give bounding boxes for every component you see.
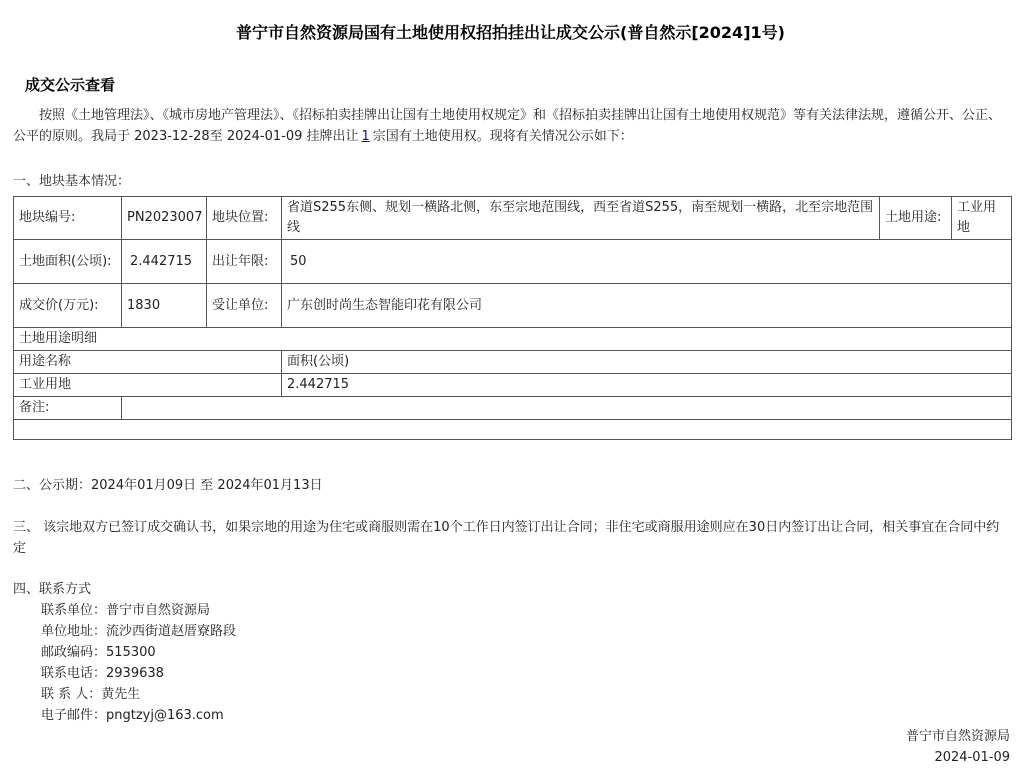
section2-text: 二、公示期：2024年01月09日 至 2024年01月13日 xyxy=(13,478,323,493)
contact-address: 单位地址：流沙西街道赵厝寮路段 xyxy=(41,624,237,639)
term-value: 50 xyxy=(282,240,1012,284)
section3-text: 三、 该宗地双方已签订成交确认书，如果宗地的用途为住宅或商服则需在10个工作日内签订出让合同；非住宅或商服用途则应在30日内签订出让合同，相关事宜在合同中约定 xyxy=(13,520,1000,556)
table-row xyxy=(14,284,1012,328)
footer-issuer: 普宁市自然资源局 xyxy=(905,729,1010,744)
transferee-label: 受让单位: xyxy=(207,284,282,328)
parcel-no-label: 地块编号: xyxy=(14,197,122,240)
detail-col-area: 面积(公顷) xyxy=(282,351,1012,374)
section1-heading: 一、地块基本情况： xyxy=(13,174,131,189)
location-value: 省道S255东侧、规划一横路北侧，东至宗地范围线，西至省道S255，南至规划一横路，北至宗地范围线 xyxy=(282,197,880,240)
use-value: 工业用地 xyxy=(952,197,1012,240)
price-label: 成交价(万元): xyxy=(14,284,122,328)
use-label: 土地用途: xyxy=(880,197,952,240)
intro-paragraph xyxy=(13,105,1008,147)
remarks-label: 备注: xyxy=(14,397,122,420)
page-title: 普宁市自然资源局国有土地使用权招拍挂出让成交公示(普自然示[2024]1号) xyxy=(236,23,785,42)
contact-person: 联 系 人：黄先生 xyxy=(41,687,141,702)
contact-unit: 联系单位：普宁市自然资源局 xyxy=(41,603,211,618)
table-row xyxy=(14,240,1012,284)
section-heading: 成交公示查看 xyxy=(25,76,116,94)
contact-phone: 联系电话：2939638 xyxy=(41,666,164,681)
table-row xyxy=(14,197,1012,240)
price-value: 1830 xyxy=(122,284,207,328)
parcel-count-link[interactable]: 1 xyxy=(361,129,370,144)
intro-prefix: 按照《土地管理法》、《城市房地产管理法》、《招标拍卖挂牌出让国有土地使用权规定》和《招标拍卖挂牌出让国有土地使用权规范》等有关法律法规，遵循公开、公正、公平的原则。我局于 2023-12-28至 2024-01-09 挂牌出让 xyxy=(13,108,1002,144)
intro-suffix: 宗国有土地使用权。现将有关情况公示如下： xyxy=(372,129,633,144)
contact-email: 电子邮件：pngtzyj@163.com xyxy=(41,708,224,723)
parcel-no-value: PN2023007 xyxy=(122,197,207,240)
transferee-value: 广东创时尚生态智能印花有限公司 xyxy=(282,284,1012,328)
parcel-info-table xyxy=(13,196,1012,440)
detail-use-value: 工业用地 xyxy=(14,374,282,397)
location-label: 地块位置: xyxy=(207,197,282,240)
footer-date: 2024-01-09 xyxy=(934,750,1010,765)
table-row xyxy=(14,351,1012,374)
section4-heading: 四、联系方式 xyxy=(13,582,92,597)
area-label: 土地面积(公顷): xyxy=(14,240,122,284)
area-value: 2.442715 xyxy=(122,240,207,284)
contact-postcode: 邮政编码：515300 xyxy=(41,645,156,660)
term-label: 出让年限: xyxy=(207,240,282,284)
detail-col-use: 用途名称 xyxy=(14,351,282,374)
remarks-value xyxy=(122,397,1012,420)
empty-cell xyxy=(14,420,1012,440)
table-row xyxy=(14,420,1012,440)
detail-area-value: 2.442715 xyxy=(282,374,1012,397)
table-row xyxy=(14,328,1012,351)
table-row xyxy=(14,374,1012,397)
detail-heading: 土地用途明细 xyxy=(14,328,1012,351)
table-row xyxy=(14,397,1012,420)
